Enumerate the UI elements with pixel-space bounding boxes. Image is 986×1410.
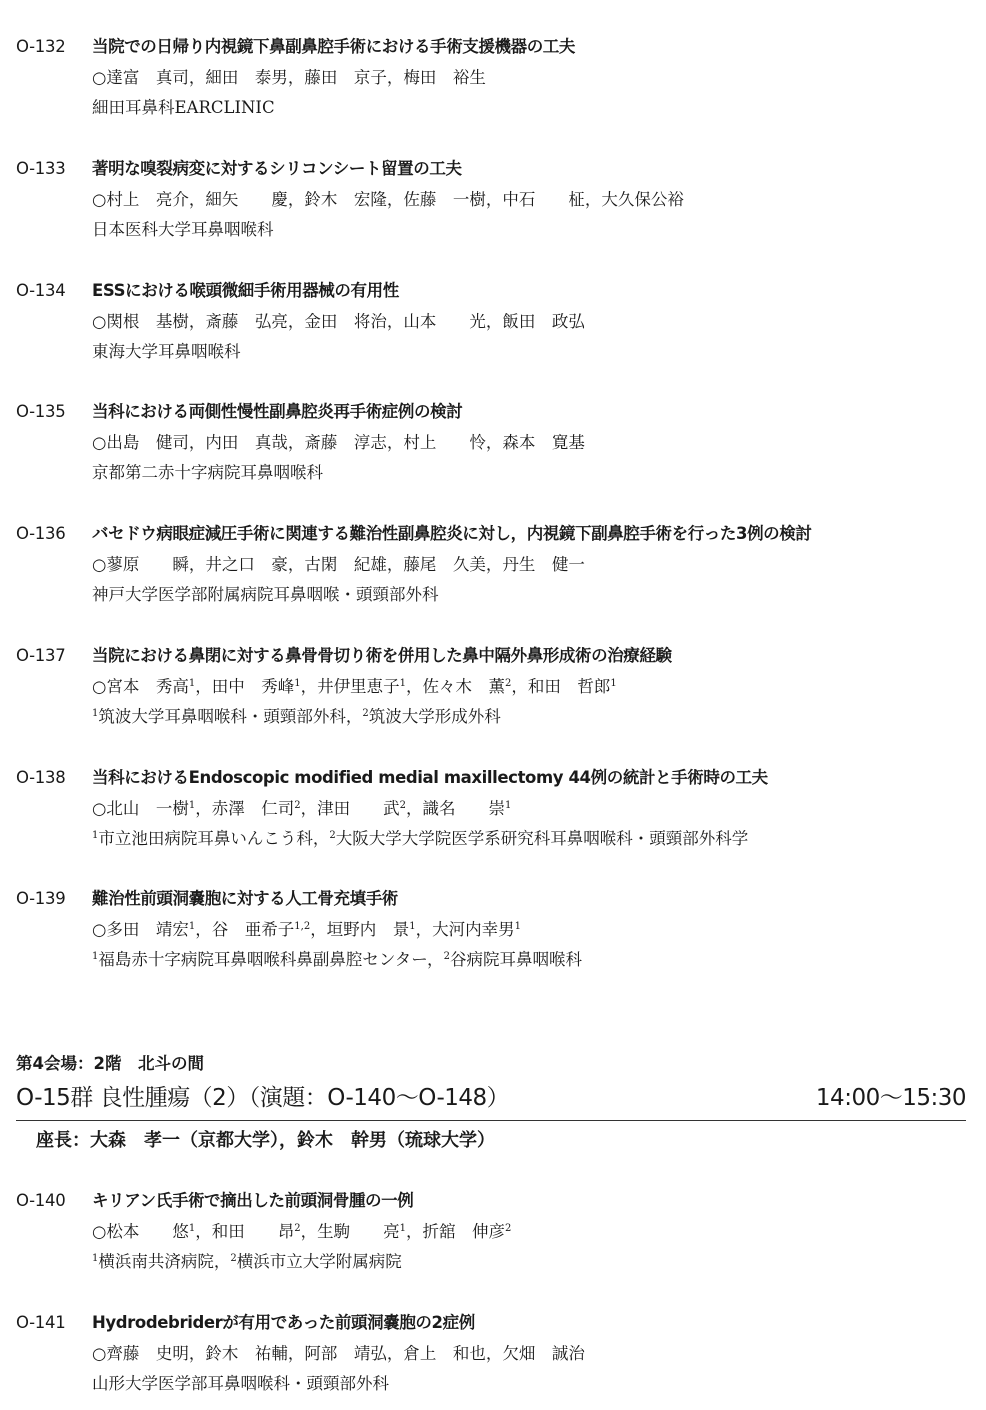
venue-label: 第4会場：2階 北斗の間 bbox=[16, 1054, 204, 1073]
author-text: ○宮本 秀高 bbox=[92, 677, 189, 696]
author-superscript: 1 bbox=[188, 921, 196, 932]
author-text: ，識名 崇 bbox=[406, 799, 506, 818]
affiliation-superscript: 2 bbox=[443, 951, 450, 962]
abstract-title: ESSにおける喉頭微細手術用器械の有用性 bbox=[92, 281, 399, 300]
abstract-affiliation: 細田耳鼻科EARCLINIC bbox=[92, 98, 275, 117]
abstract-affiliation: 神戸大学医学部附属病院耳鼻咽喉・頭頸部外科 bbox=[92, 585, 439, 604]
abstract-authors: ○関根 基樹，斎藤 弘亮，金田 将治，山本 光，飯田 政弘 bbox=[92, 312, 585, 331]
abstract-number: O-138 bbox=[16, 768, 66, 787]
abstract-authors bbox=[92, 919, 521, 941]
author-superscript: 2 bbox=[505, 1223, 512, 1234]
author-superscript: 1 bbox=[188, 1223, 196, 1234]
author-text: ，和田 昂 bbox=[195, 1222, 295, 1241]
abstract-number: O-135 bbox=[16, 402, 66, 421]
author-text: ，生駒 亮 bbox=[300, 1222, 400, 1241]
author-superscript: 1 bbox=[610, 678, 617, 689]
author-superscript: 2 bbox=[399, 800, 407, 811]
author-superscript: 1 bbox=[409, 921, 416, 932]
abstract-affiliation: 京都第二赤十字病院耳鼻咽喉科 bbox=[92, 463, 323, 482]
abstract-number: O-136 bbox=[16, 524, 66, 543]
affiliation-text: 横浜南共済病院， bbox=[98, 1252, 231, 1271]
abstract-affiliation: 日本医科大学耳鼻咽喉科 bbox=[92, 220, 274, 239]
author-text: ，和田 哲郎 bbox=[511, 677, 611, 696]
author-superscript: 2 bbox=[505, 678, 512, 689]
author-superscript: 2 bbox=[294, 800, 301, 811]
affiliation-text: 筑波大学耳鼻咽喉科・頭頸部外科， bbox=[98, 707, 363, 726]
abstract-affiliation bbox=[92, 828, 748, 850]
abstract-title: バセドウ病眼症減圧手術に関連する難治性副鼻腔炎に対し，内視鏡下副鼻腔手術を行った3例の検討 bbox=[92, 524, 812, 543]
affiliation-text: 市立池田病院耳鼻いんこう科， bbox=[98, 829, 330, 848]
author-text: ，垣野内 景 bbox=[310, 920, 410, 939]
session-time: 14:00～15:30 bbox=[815, 1085, 966, 1111]
author-superscript: 2 bbox=[294, 1223, 301, 1234]
abstract-affiliation: 山形大学医学部耳鼻咽喉科・頭頸部外科 bbox=[92, 1374, 389, 1393]
author-superscript: 1 bbox=[188, 800, 196, 811]
abstract-authors: ○達富 真司，細田 泰男，藤田 京子，梅田 裕生 bbox=[92, 68, 486, 87]
author-text: ○北山 一樹 bbox=[92, 799, 189, 818]
abstract-title: Hydrodebriderが有用であった前頭洞嚢胞の2症例 bbox=[92, 1313, 475, 1332]
session-divider bbox=[16, 1120, 966, 1121]
abstract-affiliation: 東海大学耳鼻咽喉科 bbox=[92, 342, 241, 361]
affiliation-text: 谷病院耳鼻咽喉科 bbox=[449, 950, 582, 969]
abstract-number: O-134 bbox=[16, 281, 66, 300]
affiliation-text: 横浜市立大学附属病院 bbox=[236, 1252, 402, 1271]
session-chairs: 座長：大森 孝一（京都大学），鈴木 幹男（琉球大学） bbox=[36, 1130, 495, 1151]
author-text: ，折舘 伸彦 bbox=[406, 1222, 506, 1241]
affiliation-text: 筑波大学形成外科 bbox=[368, 707, 501, 726]
affiliation-superscript: 2 bbox=[362, 708, 369, 719]
abstract-title: 当院での日帰り内視鏡下鼻副鼻腔手術における手術支援機器の工夫 bbox=[92, 37, 576, 56]
affiliation-superscript: 1 bbox=[92, 708, 99, 719]
author-text: ，谷 亜希子 bbox=[195, 920, 295, 939]
author-text: ，井伊里恵子 bbox=[300, 677, 400, 696]
affiliation-text: 福島赤十字病院耳鼻咽喉科鼻副鼻腔センター， bbox=[98, 950, 444, 969]
abstract-authors bbox=[92, 676, 617, 698]
author-text: ○松本 悠 bbox=[92, 1222, 189, 1241]
affiliation-superscript: 1 bbox=[92, 830, 99, 841]
session-title: O-15群 良性腫瘍（2）（演題：O-140～O-148） bbox=[16, 1085, 510, 1111]
affiliation-text: 大阪大学大学院医学系研究科耳鼻咽喉科・頭頸部外科学 bbox=[335, 829, 749, 848]
author-text: ，田中 秀峰 bbox=[195, 677, 295, 696]
abstract-authors: ○蓼原 瞬，井之口 豪，古閑 紀雄，藤尾 久美，丹生 健一 bbox=[92, 555, 585, 574]
abstract-authors: ○齊藤 史明，鈴木 祐輔，阿部 靖弘，倉上 和也，欠畑 誠治 bbox=[92, 1344, 585, 1363]
abstract-title: 当科におけるEndoscopic modified medial maxillectomy 44例の統計と手術時の工夫 bbox=[92, 768, 768, 787]
affiliation-superscript: 1 bbox=[92, 951, 99, 962]
abstract-authors bbox=[92, 1221, 511, 1243]
abstract-title: 当院における鼻閉に対する鼻骨骨切り術を併用した鼻中隔外鼻形成術の治療経験 bbox=[92, 646, 672, 665]
abstract-affiliation bbox=[92, 706, 501, 728]
author-text: ，津田 武 bbox=[300, 799, 400, 818]
abstract-affiliation bbox=[92, 949, 582, 971]
affiliation-superscript: 2 bbox=[329, 830, 336, 841]
abstract-authors bbox=[92, 798, 511, 820]
author-text: ○多田 靖宏 bbox=[92, 920, 189, 939]
abstract-number: O-133 bbox=[16, 159, 66, 178]
abstract-number: O-141 bbox=[16, 1313, 66, 1332]
affiliation-superscript: 2 bbox=[230, 1253, 237, 1264]
author-text: ，大河内幸男 bbox=[415, 920, 515, 939]
author-superscript: 1 bbox=[188, 678, 196, 689]
abstract-affiliation bbox=[92, 1251, 402, 1273]
abstract-authors: ○村上 亮介，細矢 慶，鈴木 宏隆，佐藤 一樹，中石 柾，大久保公裕 bbox=[92, 190, 684, 209]
author-superscript: 1 bbox=[514, 921, 521, 932]
author-text: ，佐々木 薫 bbox=[406, 677, 506, 696]
author-superscript: 1 bbox=[505, 800, 512, 811]
abstract-authors: ○出島 健司，内田 真哉，斎藤 淳志，村上 怜，森本 寛基 bbox=[92, 433, 585, 452]
abstract-title: 当科における両側性慢性副鼻腔炎再手術症例の検討 bbox=[92, 402, 463, 421]
author-superscript: 1,2 bbox=[294, 921, 311, 932]
abstract-title: キリアン氏手術で摘出した前頭洞骨腫の一例 bbox=[92, 1191, 414, 1210]
abstract-title: 難治性前頭洞嚢胞に対する人工骨充填手術 bbox=[92, 889, 398, 908]
author-superscript: 1 bbox=[399, 1223, 407, 1234]
author-text: ，赤澤 仁司 bbox=[195, 799, 295, 818]
abstract-number: O-140 bbox=[16, 1191, 66, 1210]
author-superscript: 1 bbox=[399, 678, 407, 689]
abstract-number: O-139 bbox=[16, 889, 66, 908]
abstract-number: O-137 bbox=[16, 646, 66, 665]
author-superscript: 1 bbox=[294, 678, 301, 689]
abstract-number: O-132 bbox=[16, 37, 66, 56]
affiliation-superscript: 1 bbox=[92, 1253, 99, 1264]
abstract-title: 著明な嗅裂病変に対するシリコンシート留置の工夫 bbox=[92, 159, 462, 178]
